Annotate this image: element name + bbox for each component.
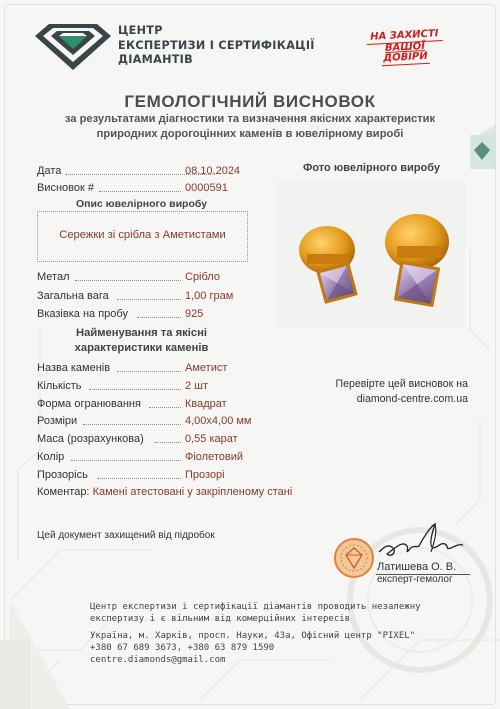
dotted-leader <box>97 478 181 479</box>
cut-shape-row <box>37 397 237 411</box>
dotted-leader <box>137 317 181 318</box>
item-description: Сережки зі срібла з Аметистами <box>59 229 226 241</box>
document-subtitle <box>20 112 480 141</box>
field-value: Квадрат <box>185 398 227 410</box>
amethyst-stud-earrings-photo <box>277 180 466 328</box>
conclusion-number-row <box>37 181 237 195</box>
expert-title: експерт-гемолог <box>377 574 453 585</box>
photo-label: Фото ювелірного виробу <box>302 162 441 174</box>
expert-name: Латишева О. В. <box>377 561 457 573</box>
protection-note: Цей документ захищений від підробок <box>37 530 215 541</box>
dimensions-row <box>37 414 252 428</box>
footer-phone-line: +380 67 689 3673, +380 63 879 1590 <box>90 643 275 653</box>
field-label: Розміри <box>37 415 78 427</box>
field-value: 0,55 карат <box>185 433 238 445</box>
field-value: 925 <box>185 308 204 320</box>
org-name-line: ЕКСПЕРТИЗИ І СЕРТИФІКАЦІЇ <box>118 38 315 52</box>
dotted-leader <box>75 280 181 281</box>
subtitle-line: природних дорогоцінних каменів в ювелірному виробі <box>96 127 404 140</box>
date-row <box>37 164 241 178</box>
field-label: Вказівка на пробу <box>37 308 128 320</box>
hallmark-row <box>37 307 237 321</box>
field-value: 2 шт <box>185 380 209 392</box>
stones-heading-line: характеристики каменів <box>74 341 209 354</box>
dotted-leader <box>149 407 181 408</box>
comment-label: Коментар: <box>37 486 90 498</box>
stamp-line: ДОВІРИ <box>381 52 430 66</box>
dotted-leader <box>99 191 181 192</box>
field-label: Метал <box>37 271 70 283</box>
conclusion-number-label: Висновок # <box>37 182 94 194</box>
document-title: ГЕМОЛОГІЧНИЙ ВИСНОВОК <box>124 92 376 111</box>
subtitle-line: за результатами діагностики та визначення якісних характеристик <box>64 113 436 125</box>
dotted-leader <box>117 299 181 300</box>
field-label: Форма огранювання <box>37 398 141 410</box>
verify-link[interactable]: diamond-centre.com.ua <box>356 393 468 405</box>
field-label: Кількість <box>37 380 82 392</box>
org-name-line: ЦЕНТР <box>118 24 163 37</box>
dotted-leader <box>71 460 181 461</box>
dotted-leader <box>155 442 181 443</box>
trust-stamp <box>362 29 448 67</box>
footer-email[interactable]: centre.diamonds@gmail.com <box>90 655 226 665</box>
field-label: Маса (розрахункова) <box>37 433 144 445</box>
stone-quantity-row <box>37 379 237 393</box>
field-value: 4,00х4,00 мм <box>185 415 252 427</box>
field-value: Срібло <box>185 271 220 283</box>
field-value: Прозорі <box>185 469 225 481</box>
calculated-weight-row <box>37 432 237 446</box>
dotted-leader <box>89 389 181 390</box>
clarity-row <box>37 468 237 482</box>
stones-heading <box>37 326 246 355</box>
field-label: Колір <box>37 451 65 463</box>
footer-line: Центр експертизи і сертифікації діамантів проводить незалежну <box>90 602 421 612</box>
field-value: 1,00 грам <box>185 290 234 302</box>
total-weight-row <box>37 289 237 303</box>
date-value: 08.10.2024 <box>185 165 241 177</box>
org-name-line: ДІАМАНТІВ <box>118 53 193 66</box>
earrings-illustration <box>277 180 466 328</box>
field-value: Фіолетовий <box>185 451 244 463</box>
item-description-heading: Опис ювелірного виробу <box>75 198 208 210</box>
footer-line: експертизу і є вільним від комерційних інтересів <box>90 614 351 624</box>
footer-address-line: Україна, м. Харків, просп. Науки, 43а, Офісний центр "PIXEL" <box>90 631 416 641</box>
organization-name <box>118 24 315 68</box>
stone-name-row <box>37 361 237 375</box>
footer <box>90 601 421 666</box>
field-value: Аметист <box>185 362 228 374</box>
diamond-logo-icon <box>33 22 113 72</box>
dotted-leader <box>83 424 181 425</box>
metal-row <box>37 270 237 284</box>
color-row <box>37 450 244 464</box>
stamp-line: ВАШОЇ <box>384 40 426 54</box>
date-label: Дата <box>37 165 62 177</box>
field-label: Прозорісь <box>37 469 88 481</box>
seal-icon <box>333 537 375 579</box>
dotted-leader <box>117 371 181 372</box>
verify-line: Перевірте цей висновок на <box>335 378 468 390</box>
stones-heading-line: Найменування та якісні <box>76 327 207 339</box>
conclusion-number-value: 0000591 <box>185 182 228 194</box>
verification-note <box>318 377 468 407</box>
comment-row <box>37 486 292 498</box>
field-label: Загальна вага <box>37 290 109 302</box>
field-label: Назва каменів <box>37 362 111 374</box>
comment-value: Камені атестовані у закріпленому стані <box>92 486 293 498</box>
item-description-box <box>37 211 248 262</box>
stamp-line: НА ЗАХИСТІ <box>366 29 443 44</box>
